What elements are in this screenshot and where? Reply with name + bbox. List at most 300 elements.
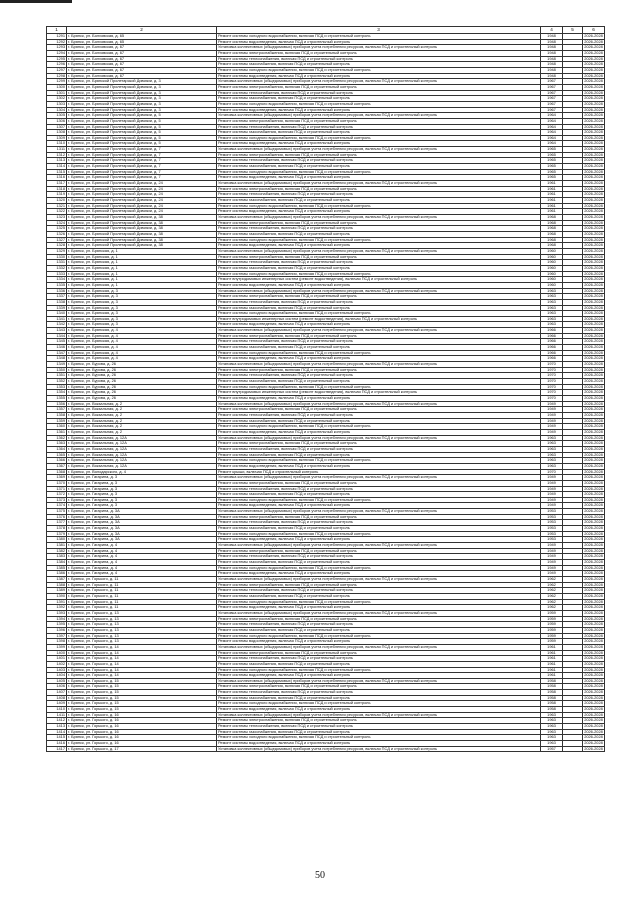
build-year: 1970 — [541, 373, 563, 379]
address: г. Брянск, ул. Горького, д. 11 — [67, 593, 217, 599]
repair-period: 2026-2028 — [584, 44, 603, 50]
row-number: 1388 — [47, 582, 67, 588]
address: г. Брянск, ул. Бурова, д. 26 — [67, 384, 217, 390]
build-year: 1948 — [541, 34, 563, 40]
row-number: 1316 — [47, 175, 67, 181]
work-type: Ремонт системы газоснабжения, включая ПСД и строительный контроль — [217, 492, 541, 498]
build-year: 1960 — [541, 271, 563, 277]
build-year: 1961 — [541, 644, 563, 650]
build-year: 1963 — [541, 729, 563, 735]
address: г. Брянск, ул. Горького, д. 11 — [67, 577, 217, 583]
address: г. Брянск, ул. Брянской Пролетарской Дивизии, д. 24 — [67, 186, 217, 192]
address: г. Брянск, ул. Брянской Пролетарской Дивизии, д. 38 — [67, 215, 217, 221]
build-year: 1961 — [541, 198, 563, 204]
build-year: 1958 — [541, 695, 563, 701]
build-year: 1963 — [541, 294, 563, 300]
work-type: Ремонт системы водоотведения, включая ПСД и строительный контроль — [217, 356, 541, 362]
row-number: 1295 — [47, 56, 67, 62]
address: г. Брянск, ул. Гагарина, д. 3 — [67, 492, 217, 498]
address: г. Брянск, ул. Гагарина, д. 4 — [67, 554, 217, 560]
work-type: Ремонт системы холодного водоснабжения, включая ПСД и строительный контроль — [217, 350, 541, 356]
work-type: Ремонт системы электроснабжения, включая ПСД и строительный контроль — [217, 50, 541, 56]
row-number: 1306 — [47, 118, 67, 124]
repair-period: 2026-2028 — [584, 621, 603, 627]
build-year: 1961 — [541, 203, 563, 209]
build-year: 1962 — [541, 593, 563, 599]
work-type: Ремонт системы теплоснабжения, включая ПСД и строительный контроль — [217, 412, 541, 418]
row-number: 1381 — [47, 543, 67, 549]
build-year: 1963 — [541, 441, 563, 447]
repair-period: 2026-2028 — [584, 254, 603, 259]
build-year: 1968 — [541, 231, 563, 237]
address: г. Брянск, ул. Брянская, д. 1 — [67, 265, 217, 271]
build-year: 1967 — [541, 84, 563, 90]
address: г. Брянск, ул. Брянской Пролетарской Дивизии, д. 38 — [67, 226, 217, 232]
address: г. Брянск, ул. Горького, д. 14 — [67, 650, 217, 656]
work-type: Ремонт системы газоснабжения, включая ПСД и строительный контроль — [217, 418, 541, 424]
build-year: 1961 — [541, 209, 563, 215]
build-year: 1961 — [541, 650, 563, 656]
build-year: 1963 — [541, 741, 563, 747]
repair-period: 2026-2028 — [584, 95, 603, 101]
repair-period: 2026-2028 — [584, 101, 603, 106]
work-type: Ремонт системы электроснабжения, включая ПСД и строительный контроль — [217, 718, 541, 724]
row-number: 1310 — [47, 141, 67, 147]
build-year: 1960 — [541, 248, 563, 254]
address: г. Брянск, ул. Болховская, д. 67 — [67, 73, 217, 79]
build-year: 1959 — [541, 616, 563, 622]
address: г. Брянск, ул. Горького, д. 13 — [67, 622, 217, 628]
address: г. Брянск, ул. Горького, д. 14 — [67, 644, 217, 650]
work-type: Ремонт системы холодного водоснабжения, включая ПСД и строительный контроль — [217, 237, 541, 243]
row-number: 1365 — [47, 452, 67, 458]
address: г. Брянск, ул. Бурова, д. 26 — [67, 390, 217, 396]
address: г. Брянск, ул. Вокзальная, д. 12А — [67, 441, 217, 447]
address: г. Брянск, ул. Брянской Пролетарской Дивизии, д. 5 — [67, 141, 217, 147]
address: г. Брянск, ул. Вокзальная, д. 12А — [67, 463, 217, 469]
build-year: 1965 — [541, 147, 563, 153]
address: г. Брянск, ул. Брянской Пролетарской Дивизии, д. 5 — [67, 135, 217, 141]
address: г. Брянск, ул. Брянской Пролетарской Дивизии, д. 3 — [67, 84, 217, 90]
row-number: 1364 — [47, 446, 67, 452]
work-type: Ремонт системы газоснабжения, включая ПСД и строительный контроль — [217, 198, 541, 204]
work-type: Ремонт системы теплоснабжения, включая ПСД и строительный контроль — [217, 90, 541, 96]
build-year: 1961 — [541, 186, 563, 192]
repair-period: 2026-2028 — [584, 129, 603, 135]
row-number: 1369 — [47, 475, 67, 481]
row-number: 1396 — [47, 627, 67, 633]
work-type: Установка коллективных (общедомовых) приборов учета потребления ресурсов, включая ПСД и строительный контроль — [217, 113, 541, 119]
row-number: 1407 — [47, 690, 67, 696]
work-type: Ремонт системы теплоснабжения, включая ПСД и строительный контроль — [217, 446, 541, 452]
address: г. Брянск, ул. Брянской Пролетарской Дивизии, д. 38 — [67, 237, 217, 243]
row-number: 1351 — [47, 373, 67, 379]
work-type: Ремонт системы электроснабжения, включая ПСД и строительный контроль — [217, 650, 541, 656]
build-year: 1961 — [541, 192, 563, 198]
build-year: 1957 — [541, 746, 563, 752]
address: г. Брянск, ул. Брянской Пролетарской Дивизии, д. 7 — [67, 152, 217, 158]
column-number-row — [47, 27, 605, 34]
repair-period: 2026-2028 — [584, 440, 603, 446]
work-type: Ремонт системы теплоснабжения, включая ПСД и строительный контроль — [217, 656, 541, 662]
address: г. Брянск, ул. Гагарина, д. 3А — [67, 526, 217, 532]
row-number: 1335 — [47, 282, 67, 288]
work-type: Ремонт системы холодного водоснабжения, включая ПСД и строительный контроль — [217, 67, 541, 73]
build-year: 1958 — [541, 707, 563, 713]
address: г. Брянск, ул. Горького, д. 11 — [67, 605, 217, 611]
row-number: 1371 — [47, 486, 67, 492]
row-number: 1395 — [47, 622, 67, 628]
address: г. Брянск, ул. Брянской Пролетарской Дивизии, д. 24 — [67, 192, 217, 198]
build-year: 1958 — [541, 684, 563, 690]
build-year: 1953 — [541, 526, 563, 532]
work-type: Ремонт системы теплоснабжения, включая ПСД и строительный контроль — [217, 158, 541, 164]
row-number: 1374 — [47, 503, 67, 509]
work-type: Ремонт системы водоотведения, включая ПСД и строительный контроль — [217, 243, 541, 249]
work-type: Ремонт системы холодного водоснабжения, включая ПСД и строительный контроль — [217, 531, 541, 537]
row-number: 1326 — [47, 231, 67, 237]
work-type: Ремонт системы электроснабжения, включая ПСД и строительный контроль — [217, 480, 541, 486]
work-type: Ремонт системы холодного водоснабжения, включая ПСД и строительный контроль — [217, 735, 541, 741]
build-year: 1967 — [541, 90, 563, 96]
work-type: Ремонт системы холодного водоснабжения, включая ПСД и строительный контроль — [217, 599, 541, 605]
work-type: Ремонт системы газоснабжения, включая ПСД и строительный контроль — [217, 452, 541, 458]
work-type: Ремонт системы электроснабжения, включая ПСД и строительный контроль — [217, 514, 541, 520]
row-number: 1337 — [47, 294, 67, 300]
address: г. Брянск, ул. Брянской Пролетарской Дивизии, д. 3 — [67, 90, 217, 96]
address: г. Брянск, ул. Вокзальная, д. 2 — [67, 412, 217, 418]
work-type: Ремонт системы теплоснабжения, включая ПСД и строительный контроль — [217, 690, 541, 696]
build-year: 1963 — [541, 724, 563, 730]
col-header-1: 1 — [47, 27, 67, 34]
row-number: 1313 — [47, 158, 67, 164]
repair-period: 2026-2028 — [584, 225, 603, 231]
repair-period: 2026-2028 — [584, 401, 603, 406]
address: г. Брянск, ул. Брянской Пролетарской Дивизии, д. 3 — [67, 107, 217, 113]
repair-period: 2026-2028 — [584, 367, 603, 372]
work-type: Ремонт системы холодного водоснабжения, включая ПСД и строительный контроль — [217, 633, 541, 639]
row-number: 1405 — [47, 678, 67, 684]
build-year: 1962 — [541, 582, 563, 588]
build-year: 1966 — [541, 328, 563, 334]
build-year: 1963 — [541, 712, 563, 718]
row-number: 1331 — [47, 260, 67, 266]
work-type: Установка коллективных (общедомовых) приборов учета потребления ресурсов, включая ПСД и строительный контроль — [217, 746, 541, 752]
address: г. Брянск, ул. Гагарина, д. 4 — [67, 548, 217, 554]
address: г. Брянск, ул. Горького, д. 15 — [67, 695, 217, 701]
build-year: 1949 — [541, 554, 563, 560]
build-year: 1968 — [541, 220, 563, 226]
work-type: Ремонт системы водоотведения, включая ПСД и строительный контроль — [217, 175, 541, 181]
build-year: 1963 — [541, 735, 563, 741]
address: г. Брянск, ул. Брянской Пролетарской Дивизии, д. 3 — [67, 79, 217, 85]
work-type: Установка коллективных (общедомовых) приборов учета потребления ресурсов, включая ПСД и строительный контроль — [217, 610, 541, 616]
work-type: Установка коллективных (общедомовых) приборов учета потребления ресурсов, включая ПСД и строительный контроль — [217, 79, 541, 85]
repair-period: 2026-2028 — [584, 655, 603, 661]
row-number: 1327 — [47, 237, 67, 243]
page-number: 50 — [315, 870, 325, 881]
build-year: 1953 — [541, 509, 563, 515]
work-type: Ремонт системы теплоснабжения, включая ПСД и строительный контроль — [217, 486, 541, 492]
address: г. Брянск, ул. Брянская, д. 3 — [67, 299, 217, 305]
repair-period: 2026-2028 — [584, 452, 603, 457]
row-number: 1305 — [47, 113, 67, 119]
row-number: 1356 — [47, 401, 67, 407]
repair-period: 2026-2028 — [584, 231, 603, 236]
row-number: 1411 — [47, 712, 67, 718]
address: г. Брянск, ул. Брянская, д. 1 — [67, 277, 217, 283]
repair-period: 2026-2028 — [584, 355, 603, 361]
col-header-4: 4 — [541, 27, 563, 34]
build-year: 1970 — [541, 367, 563, 373]
build-year: 1963 — [541, 435, 563, 441]
work-type: Ремонт системы холодного водоснабжения, включая ПСД и строительный контроль — [217, 458, 541, 464]
repair-period: 2026-2028 — [584, 480, 603, 485]
work-type: Установка коллективных (общедомовых) приборов учета потребления ресурсов, включая ПСД и строительный контроль — [217, 288, 541, 294]
address: г. Брянск, ул. Гагарина, д. 3 — [67, 475, 217, 481]
repair-period: 2026-2028 — [584, 316, 603, 321]
build-year: 1949 — [541, 401, 563, 407]
row-number: 1376 — [47, 514, 67, 520]
row-number: 1299 — [47, 79, 67, 85]
row-number: 1343 — [47, 328, 67, 334]
work-type: Ремонт системы теплоснабжения, включая ПСД и строительный контроль — [217, 192, 541, 198]
work-type: Установка коллективных (общедомовых) приборов учета потребления ресурсов, включая ПСД и строительный контроль — [217, 435, 541, 441]
row-number: 1324 — [47, 220, 67, 226]
row-number: 1392 — [47, 605, 67, 611]
work-type: Ремонт системы холодного водоснабжения, включая ПСД и строительный контроль — [217, 203, 541, 209]
address: г. Брянск, ул. Гагарина, д. 3А — [67, 514, 217, 520]
address: г. Брянск, ул. Горького, д. 15 — [67, 707, 217, 713]
repair-period: 2026-2028 — [584, 135, 603, 140]
work-type: Ремонт системы газоснабжения, включая ПСД и строительный контроль — [217, 593, 541, 599]
row-number: 1307 — [47, 124, 67, 130]
build-year: 1949 — [541, 418, 563, 424]
build-year: 1966 — [541, 350, 563, 356]
address: г. Брянск, ул. Брянская, д. 1 — [67, 248, 217, 254]
repair-period: 2026-2028 — [584, 412, 603, 417]
work-type: Установка коллективных (общедомовых) приборов учета потребления ресурсов, включая ПСД и строительный контроль — [217, 712, 541, 718]
build-year: 1948 — [541, 56, 563, 62]
address: г. Брянск, ул. Брянская, д. 4 — [67, 339, 217, 345]
work-type: Ремонт системы водоотведения, включая ПСД и строительный контроль — [217, 639, 541, 645]
row-number: 1338 — [47, 299, 67, 305]
address: г. Брянск, ул. Гагарина, д. 3 — [67, 497, 217, 503]
build-year: 1967 — [541, 79, 563, 85]
repair-period: 2026-2028 — [584, 706, 603, 712]
build-year: 1958 — [541, 690, 563, 696]
row-number: 1309 — [47, 135, 67, 141]
repair-period: 2026-2028 — [584, 389, 603, 395]
work-type: Ремонт системы электроснабжения, включая ПСД и строительный контроль — [217, 152, 541, 158]
work-type: Ремонт системы теплоснабжения, включая ПСД и строительный контроль — [217, 588, 541, 594]
repair-period: 2026-2028 — [584, 672, 603, 678]
address: г. Брянск, ул. Горького, д. 14 — [67, 667, 217, 673]
address: г. Брянск, ул. Вокзальная, д. 12А — [67, 458, 217, 464]
work-type: Ремонт крыши, включая ПСД и строительный контроль — [217, 469, 541, 475]
work-type: Ремонт системы электроснабжения, включая ПСД и строительный контроль — [217, 582, 541, 588]
address: г. Брянск, ул. Болховская, д. 67 — [67, 50, 217, 56]
build-year: 1949 — [541, 475, 563, 481]
work-type: Ремонт системы водоотведения, включая ПСД и строительный контроль — [217, 673, 541, 679]
row-number: 1358 — [47, 412, 67, 418]
work-type: Ремонт системы водоотведения, включая ПСД и строительный контроль — [217, 571, 541, 577]
row-number: 1315 — [47, 169, 67, 175]
repair-period: 2026-2028 — [584, 486, 603, 491]
build-year: 1970 — [541, 396, 563, 402]
row-number: 1399 — [47, 644, 67, 650]
build-year: 1949 — [541, 412, 563, 418]
row-number: 1400 — [47, 650, 67, 656]
work-type: Ремонт внутридомовых инженерных систем (ремонт водоотведения), включая ПСД и строительный контроль — [217, 316, 541, 322]
repair-period: 2026-2028 — [584, 152, 603, 157]
repair-period: 2026-2028 — [584, 423, 603, 429]
repair-period: 2026-2028 — [584, 344, 603, 350]
row-number: 1345 — [47, 339, 67, 345]
row-number: 1368 — [47, 469, 67, 475]
row-number: 1393 — [47, 610, 67, 616]
row-number: 1415 — [47, 735, 67, 741]
work-type: Ремонт системы газоснабжения, включая ПСД и строительный контроль — [217, 62, 541, 68]
address: г. Брянск, ул. Горького, д. 17 — [67, 746, 217, 752]
row-number: 1293 — [47, 45, 67, 51]
schedule-table-sheet — [46, 26, 604, 752]
work-type: Установка коллективных (общедомовых) приборов учета потребления ресурсов, включая ПСД и строительный контроль — [217, 509, 541, 515]
build-year: 1960 — [541, 254, 563, 260]
address: г. Брянск, ул. Гагарина, д. 3А — [67, 509, 217, 515]
col-header-3: 3 — [217, 27, 541, 34]
address: г. Брянск, ул. Бурова, д. 26 — [67, 373, 217, 379]
row-number: 1312 — [47, 152, 67, 158]
repair-period: 2026-2028 — [584, 248, 603, 253]
build-year: 1970 — [541, 362, 563, 368]
address: г. Брянск, ул. Брянская, д. 4 — [67, 333, 217, 339]
row-number: 1402 — [47, 661, 67, 667]
build-year: 1948 — [541, 50, 563, 56]
address: г. Брянск, ул. Горького, д. 13 — [67, 633, 217, 639]
row-number: 1301 — [47, 90, 67, 96]
address: г. Брянск, ул. Бурова, д. 26 — [67, 396, 217, 402]
repair-period: 2026-2028 — [584, 570, 603, 576]
build-year: 1962 — [541, 577, 563, 583]
work-type: Ремонт системы газоснабжения, включая ПСД и строительный контроль — [217, 96, 541, 102]
row-number: 1382 — [47, 548, 67, 554]
build-year: 1959 — [541, 627, 563, 633]
repair-period: 2026-2028 — [584, 667, 603, 672]
build-year: 1961 — [541, 667, 563, 673]
address: г. Брянск, ул. Горького, д. 15 — [67, 684, 217, 690]
build-year: 1949 — [541, 497, 563, 503]
row-number: 1416 — [47, 741, 67, 747]
build-year: 1963 — [541, 322, 563, 328]
address: г. Брянск, ул. Горького, д. 14 — [67, 661, 217, 667]
build-year: 1966 — [541, 356, 563, 362]
repair-period: 2026-2028 — [584, 508, 603, 514]
row-number: 1409 — [47, 701, 67, 707]
address: г. Брянск, ул. Володарского, д. 4 — [67, 469, 217, 475]
repair-period: 2026-2028 — [584, 276, 603, 282]
row-number: 1302 — [47, 96, 67, 102]
repair-period: 2026-2028 — [584, 321, 603, 327]
repair-period: 2026-2028 — [584, 169, 603, 174]
address: г. Брянск, ул. Гагарина, д. 4 — [67, 565, 217, 571]
row-number: 1397 — [47, 633, 67, 639]
build-year: 1967 — [541, 96, 563, 102]
work-type: Ремонт системы водоотведения, включая ПСД и строительный контроль — [217, 209, 541, 215]
address: г. Брянск, ул. Болховская, д. 65 — [67, 39, 217, 45]
work-type: Ремонт системы газоснабжения, включая ПСД и строительный контроль — [217, 379, 541, 385]
address: г. Брянск, ул. Болховская, д. 67 — [67, 67, 217, 73]
row-number: 1304 — [47, 107, 67, 113]
repair-period: 2026-2028 — [584, 372, 603, 378]
work-type: Установка коллективных (общедомовых) приборов учета потребления ресурсов, включая ПСД и строительный контроль — [217, 678, 541, 684]
address: г. Брянск, ул. Горького, д. 13 — [67, 610, 217, 616]
work-type: Ремонт системы водоотведения, включая ПСД и строительный контроль — [217, 107, 541, 113]
work-type: Ремонт внутридомовых инженерных систем (ремонт водоотведения), включая ПСД и строительный контроль — [217, 390, 541, 396]
repair-period: 2026-2028 — [584, 39, 603, 44]
work-type: Ремонт системы водоотведения, включая ПСД и строительный контроль — [217, 463, 541, 469]
address: г. Брянск, ул. Горького, д. 13 — [67, 627, 217, 633]
repair-period: 2026-2028 — [584, 678, 603, 683]
work-type: Установка коллективных (общедомовых) приборов учета потребления ресурсов, включая ПСД и строительный контроль — [217, 644, 541, 650]
repair-period: 2026-2028 — [584, 502, 603, 508]
row-number: 1387 — [47, 577, 67, 583]
work-type: Ремонт системы холодного водоснабжения, включая ПСД и строительный контроль — [217, 34, 541, 40]
repair-period: 2026-2028 — [584, 734, 603, 740]
build-year: 1965 — [541, 158, 563, 164]
work-type: Ремонт системы газоснабжения, включая ПСД и строительный контроль — [217, 305, 541, 311]
work-type: Установка коллективных (общедомовых) приборов учета потребления ресурсов, включая ПСД и строительный контроль — [217, 248, 541, 254]
row-number: 1333 — [47, 271, 67, 277]
address: г. Брянск, ул. Брянская, д. 1 — [67, 271, 217, 277]
repair-period: 2026-2028 — [584, 50, 603, 55]
row-number: 1341 — [47, 316, 67, 322]
address: г. Брянск, ул. Брянская, д. 1 — [67, 260, 217, 266]
build-year: 1948 — [541, 45, 563, 51]
repair-period: 2026-2028 — [584, 118, 603, 123]
col-header-5: 5 — [563, 27, 583, 34]
repair-period: 2026-2028 — [584, 350, 603, 355]
repair-period: 2026-2028 — [584, 384, 603, 389]
build-year: 1963 — [541, 288, 563, 294]
table-body — [47, 34, 605, 752]
address: г. Брянск, ул. Брянская, д. 3 — [67, 305, 217, 311]
address: г. Брянск, ул. Горького, д. 13 — [67, 616, 217, 622]
row-number: 1350 — [47, 367, 67, 373]
repair-period: 2026-2028 — [584, 497, 603, 502]
repair-period: 2026-2028 — [584, 418, 603, 423]
repair-period: 2026-2028 — [584, 327, 603, 333]
row-number: 1317 — [47, 181, 67, 187]
row-number: 1375 — [47, 509, 67, 515]
address: г. Брянск, ул. Горького, д. 15 — [67, 678, 217, 684]
repair-period: 2026-2028 — [584, 237, 603, 242]
work-type: Установка коллективных (общедомовых) приборов учета потребления ресурсов, включая ПСД и строительный контроль — [217, 475, 541, 481]
build-year: 1953 — [541, 514, 563, 520]
address: г. Брянск, ул. Болховская, д. 67 — [67, 62, 217, 68]
build-year: 1948 — [541, 39, 563, 45]
repair-period: 2026-2028 — [584, 214, 603, 219]
build-year: 1967 — [541, 101, 563, 107]
address: г. Брянск, ул. Гагарина, д. 4 — [67, 560, 217, 566]
work-type: Ремонт системы теплоснабжения, включая ПСД и строительный контроль — [217, 373, 541, 379]
row-number: 1296 — [47, 62, 67, 68]
row-number: 1383 — [47, 554, 67, 560]
repair-period: 2026-2028 — [584, 180, 603, 186]
repair-period: 2026-2028 — [584, 638, 603, 644]
address: г. Брянск, ул. Брянской Пролетарской Дивизии, д. 5 — [67, 130, 217, 136]
work-type: Установка коллективных (общедомовых) приборов учета потребления ресурсов, включая ПСД и строительный контроль — [217, 147, 541, 153]
